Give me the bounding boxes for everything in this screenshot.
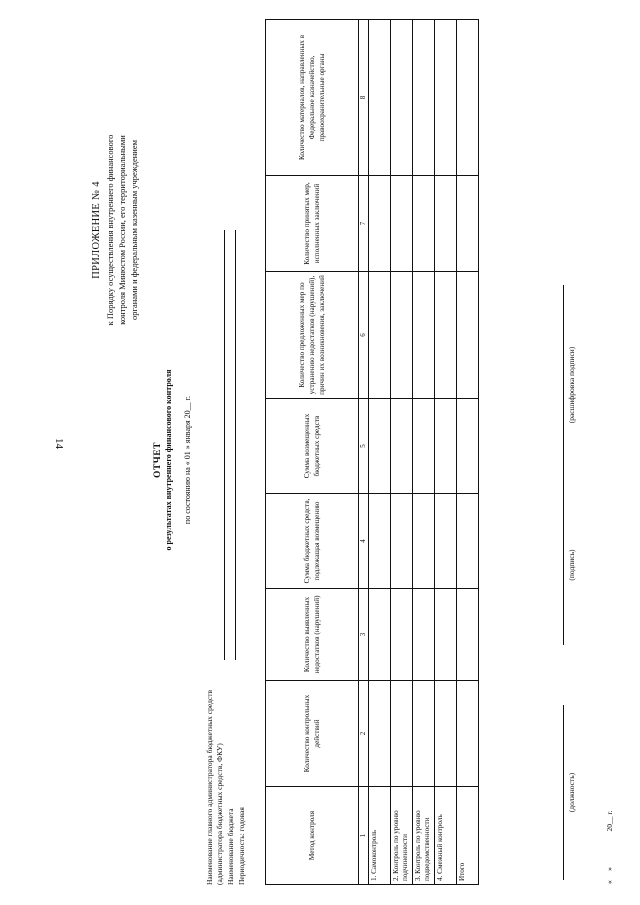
data-cell[interactable] bbox=[457, 272, 479, 399]
table-row bbox=[391, 20, 413, 885]
appendix-header bbox=[91, 20, 140, 440]
data-cell[interactable] bbox=[413, 494, 435, 589]
main-admin-field-line[interactable] bbox=[224, 230, 225, 660]
data-cell[interactable] bbox=[369, 399, 391, 494]
position-line[interactable] bbox=[563, 705, 564, 880]
decoding-line[interactable] bbox=[563, 285, 564, 485]
data-cell[interactable] bbox=[391, 494, 413, 589]
appendix-line: контроля Минюстом России, его территориальными bbox=[117, 135, 127, 325]
data-cell[interactable] bbox=[369, 20, 391, 176]
data-cell[interactable] bbox=[435, 494, 457, 589]
footer-date: « » 20__ г. bbox=[605, 810, 614, 884]
data-cell[interactable] bbox=[435, 20, 457, 176]
column-header: Количество выявленных недостатков (нарушений) bbox=[266, 589, 359, 681]
data-cell[interactable] bbox=[457, 681, 479, 787]
report-date: по состоянию на « 01 » января 20__ г. bbox=[183, 395, 192, 525]
column-header: Метод контроля bbox=[266, 787, 359, 885]
budget-name-field-line[interactable] bbox=[235, 230, 236, 660]
report-title-block bbox=[153, 270, 192, 650]
column-header: Количество материалов, направленных в Федеральное казначейство, правоохранительные органы bbox=[266, 20, 359, 176]
report-title: ОТЧЕТ bbox=[153, 442, 163, 478]
report-table bbox=[265, 19, 479, 885]
page-number: 14 bbox=[53, 438, 65, 449]
report-subtitle: о результатах внутреннего финансового контроля bbox=[164, 369, 173, 551]
data-cell[interactable] bbox=[369, 494, 391, 589]
data-cell[interactable] bbox=[369, 272, 391, 399]
rotated-page bbox=[85, 10, 625, 890]
data-cell[interactable] bbox=[391, 589, 413, 681]
appendix-title: ПРИЛОЖЕНИЕ № 4 bbox=[91, 181, 102, 279]
method-cell: 3. Контроль по уровню подведомственности bbox=[413, 787, 435, 885]
data-cell[interactable] bbox=[457, 20, 479, 176]
data-cell[interactable] bbox=[391, 399, 413, 494]
column-number: 3 bbox=[359, 589, 369, 681]
data-cell[interactable] bbox=[391, 20, 413, 176]
data-cell[interactable] bbox=[435, 176, 457, 272]
method-cell: 2. Контроль по уровню подчиненности bbox=[391, 787, 413, 885]
data-cell[interactable] bbox=[413, 589, 435, 681]
data-cell[interactable] bbox=[413, 272, 435, 399]
signature-line[interactable] bbox=[563, 485, 564, 645]
column-number-row bbox=[359, 20, 369, 885]
data-cell[interactable] bbox=[435, 589, 457, 681]
table-row bbox=[369, 20, 391, 885]
column-number: 4 bbox=[359, 494, 369, 589]
data-cell[interactable] bbox=[369, 176, 391, 272]
decoding-caption: (расшифровка подписи) bbox=[567, 346, 576, 424]
column-number: 1 bbox=[359, 787, 369, 885]
data-cell[interactable] bbox=[457, 399, 479, 494]
column-header: Количество предложенных мер по устранению недостатков (нарушений), причин их возникновения, заключений bbox=[266, 272, 359, 399]
table-header-row bbox=[266, 20, 359, 885]
column-number: 5 bbox=[359, 399, 369, 494]
data-cell[interactable] bbox=[435, 272, 457, 399]
table-total-row bbox=[457, 20, 479, 885]
data-cell[interactable] bbox=[391, 272, 413, 399]
column-header: Количество контрольных действий bbox=[266, 681, 359, 787]
method-cell: 4. Смежный контроль bbox=[435, 787, 457, 885]
data-cell[interactable] bbox=[413, 20, 435, 176]
method-cell: 1. Самоконтроль bbox=[369, 787, 391, 885]
column-header: Количество принятых мер, исполненных заключений bbox=[266, 176, 359, 272]
column-header: Сумма бюджетных средств, подлежащая возмещению bbox=[266, 494, 359, 589]
data-cell[interactable] bbox=[369, 589, 391, 681]
column-number: 6 bbox=[359, 272, 369, 399]
signature-caption: (подпись) bbox=[567, 549, 576, 581]
data-cell[interactable] bbox=[457, 589, 479, 681]
data-cell[interactable] bbox=[413, 176, 435, 272]
position-caption: (должность) bbox=[567, 772, 576, 813]
total-label-cell: Итого bbox=[457, 787, 479, 885]
periodicity-label: Периодичность: годовая bbox=[237, 807, 246, 885]
data-cell[interactable] bbox=[413, 399, 435, 494]
appendix-line: к Порядку осуществления внутреннего финансового bbox=[105, 134, 115, 326]
appendix-line: органами и федеральным казенным учреждением bbox=[129, 139, 139, 321]
data-cell[interactable] bbox=[369, 681, 391, 787]
column-number: 8 bbox=[359, 20, 369, 176]
data-cell[interactable] bbox=[413, 681, 435, 787]
table-row bbox=[435, 20, 457, 885]
data-cell[interactable] bbox=[391, 681, 413, 787]
decoding-signature-block bbox=[563, 285, 576, 485]
data-cell[interactable] bbox=[457, 494, 479, 589]
table-row bbox=[413, 20, 435, 885]
position-signature-block bbox=[563, 705, 576, 880]
column-number: 2 bbox=[359, 681, 369, 787]
signature-block bbox=[563, 485, 576, 645]
data-cell[interactable] bbox=[435, 681, 457, 787]
data-cell[interactable] bbox=[391, 176, 413, 272]
main-admin-label: Наименование главного администратора бюджетных средств bbox=[205, 689, 214, 885]
column-header: Сумма возмещенных бюджетных средств bbox=[266, 399, 359, 494]
column-number: 7 bbox=[359, 176, 369, 272]
data-cell[interactable] bbox=[435, 399, 457, 494]
main-admin-sublabel: (администратора бюджетных средств, ФКУ) bbox=[215, 743, 224, 885]
data-cell[interactable] bbox=[457, 176, 479, 272]
budget-name-label: Наименование бюджета bbox=[226, 808, 235, 885]
